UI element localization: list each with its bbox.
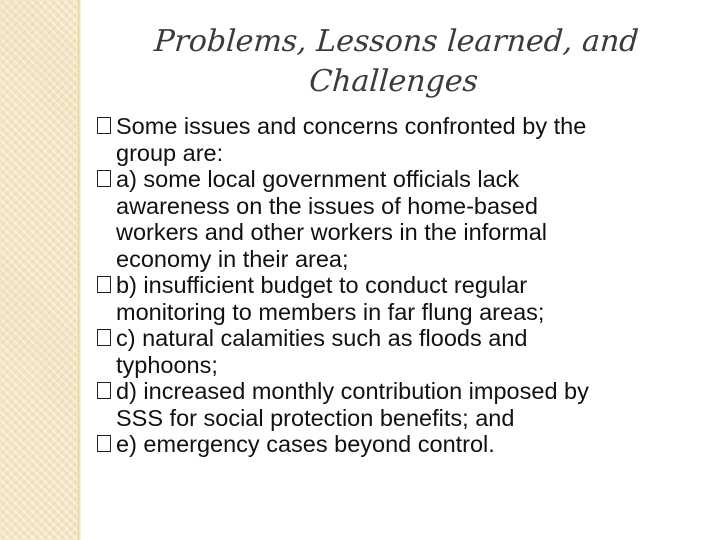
checkbox-bullet-icon bbox=[97, 382, 111, 399]
slide-title bbox=[97, 22, 693, 102]
checkbox-bullet-icon bbox=[97, 276, 111, 293]
list-item: b) insufficient budget to conduct regular monitoring to members in far flung areas; bbox=[114, 272, 704, 325]
list-item: c) natural calamities such as floods and typhoons; bbox=[114, 325, 704, 378]
list-item: d) increased monthly contribution imposed by SSS for social protection benefits; and bbox=[114, 378, 704, 431]
list-item: a) some local government officials lack awareness on the issues of home-based workers and other workers in the informal economy in their area; bbox=[114, 166, 704, 272]
list-item: Some issues and concerns confronted by the group are: bbox=[114, 113, 704, 166]
issues-list bbox=[114, 113, 704, 458]
checkbox-bullet-icon bbox=[97, 117, 111, 134]
checkbox-bullet-icon bbox=[97, 435, 111, 452]
list-item: e) emergency cases beyond control. bbox=[114, 431, 704, 458]
title-line-2: Challenges bbox=[308, 64, 480, 99]
checkbox-bullet-icon bbox=[97, 170, 111, 187]
sidebar-edge bbox=[78, 0, 81, 540]
checkbox-bullet-icon bbox=[97, 329, 111, 346]
title-line-1: Problems, Lessons learned, and bbox=[153, 24, 640, 59]
decorative-sidebar bbox=[0, 0, 78, 540]
